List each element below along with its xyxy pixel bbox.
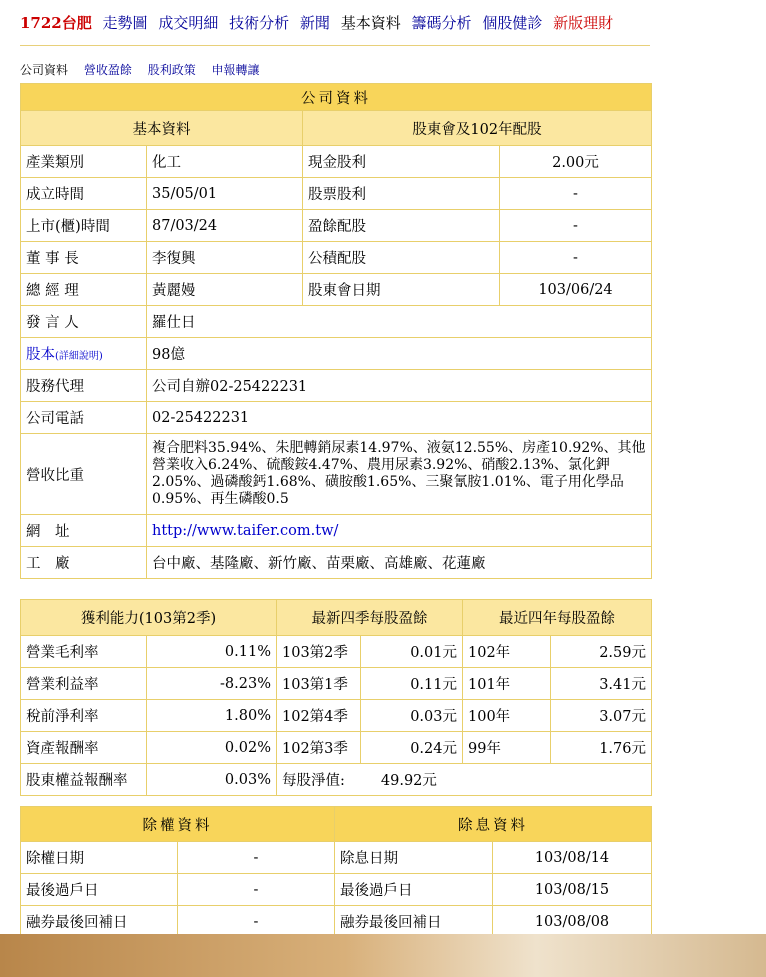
table-row: [21, 515, 652, 547]
website-link[interactable]: http://www.taifer.com.tw/: [152, 522, 339, 539]
row-value: 化工: [147, 146, 303, 178]
row-value: 李復興: [147, 242, 303, 274]
table-row: [21, 732, 652, 764]
year-label: 100年: [463, 700, 551, 732]
year-eps: 2.59元: [551, 636, 652, 668]
phone-value: 02-25422231: [147, 402, 652, 434]
year-label: 102年: [463, 636, 551, 668]
year-eps: 3.41元: [551, 668, 652, 700]
capital-value: 98億: [147, 338, 652, 370]
row-value: 87/03/24: [147, 210, 303, 242]
factory-label: 工 廠: [21, 547, 147, 579]
table-row: [21, 434, 652, 515]
row-value: -: [500, 178, 652, 210]
phone-label: 公司電話: [21, 402, 147, 434]
ex-rights-table: [20, 806, 652, 938]
row-label: 產業類別: [21, 146, 147, 178]
row-label: 盈餘配股: [303, 210, 500, 242]
spokesman-value: 羅仕日: [147, 306, 652, 338]
taskbar-background: [0, 934, 766, 977]
row-value: 2.00元: [500, 146, 652, 178]
metric-value: 1.80%: [147, 700, 277, 732]
metric-value: 0.11%: [147, 636, 277, 668]
table-row: [21, 146, 652, 178]
row-label: 公積配股: [303, 242, 500, 274]
agent-value: 公司自辦02-25422231: [147, 370, 652, 402]
net-value: 49.92元: [380, 773, 437, 789]
row-label: 上市(櫃)時間: [21, 210, 147, 242]
table-row: [21, 210, 652, 242]
year-eps: 1.76元: [551, 732, 652, 764]
ex-dividend-header: 除息資料: [335, 807, 652, 842]
stock-title[interactable]: 1722台肥: [20, 14, 92, 32]
row-label: 董 事 長: [21, 242, 147, 274]
subnav-company-info[interactable]: 公司資料: [20, 63, 69, 77]
metric-label: 稅前淨利率: [21, 700, 147, 732]
row-value: -: [500, 210, 652, 242]
table-row: [21, 842, 652, 874]
metric-label: 營業毛利率: [21, 636, 147, 668]
nav-technical-link[interactable]: 技術分析: [229, 14, 290, 32]
net-value-cell: [277, 764, 652, 796]
row-label: 除息日期: [335, 842, 493, 874]
table-row: [21, 700, 652, 732]
quarter-label: 103第2季: [277, 636, 361, 668]
revenue-label: 營收比重: [21, 434, 147, 515]
table-row: [21, 668, 652, 700]
row-label: 最後過戶日: [21, 874, 178, 906]
subnav-revenue[interactable]: 營收盈餘: [83, 63, 132, 77]
nav-new-finance-link[interactable]: 新版理財: [553, 14, 614, 32]
row-label: 融券最後回補日: [21, 906, 178, 938]
sub-navigation: [20, 61, 272, 78]
table-row: [21, 242, 652, 274]
divider: [20, 45, 650, 46]
company-info-table: [20, 83, 652, 579]
year-label: 99年: [463, 732, 551, 764]
table-row: [21, 906, 652, 938]
row-label: 總 經 理: [21, 274, 147, 306]
capital-detail-link[interactable]: (詳細說明): [55, 351, 103, 362]
website-label: 網 址: [21, 515, 147, 547]
agent-label: 股務代理: [21, 370, 147, 402]
top-navigation: [20, 12, 619, 33]
company-info-title: 公司資料: [21, 84, 652, 111]
row-value: -: [178, 874, 335, 906]
row-label: 現金股利: [303, 146, 500, 178]
subnav-dividend[interactable]: 股利政策: [147, 63, 196, 77]
quarter-eps: 0.03元: [361, 700, 463, 732]
table-row: [21, 636, 652, 668]
row-value: 103/08/15: [493, 874, 652, 906]
factory-value: 台中廠、基隆廠、新竹廠、苗栗廠、高雄廠、花蓮廠: [147, 547, 652, 579]
table-row: [21, 274, 652, 306]
annual-eps-header: 最近四年每股盈餘: [463, 600, 652, 636]
net-value-label: 每股淨值:: [282, 773, 345, 789]
row-value: 35/05/01: [147, 178, 303, 210]
quarter-eps: 0.24元: [361, 732, 463, 764]
row-value: 103/08/08: [493, 906, 652, 938]
year-label: 101年: [463, 668, 551, 700]
quarter-label: 102第4季: [277, 700, 361, 732]
row-label: 股票股利: [303, 178, 500, 210]
row-value: -: [500, 242, 652, 274]
quarter-eps: 0.01元: [361, 636, 463, 668]
basic-info-header: 基本資料: [21, 111, 303, 146]
metric-label: 資產報酬率: [21, 732, 147, 764]
revenue-value: 複合肥料35.94%、朱肥轉銷尿素14.97%、液氨12.55%、房產10.92%、其他營業收入6.24%、硫酸銨4.47%、農用尿素3.92%、硝酸2.13%、氯化鉀2.05%、過磷酸鈣1.68%、磺胺酸1.65%、三聚氰胺1.01%、電子用化學品0.95%、再生磷酸0.5: [147, 434, 652, 515]
nav-health-link[interactable]: 個股健診: [482, 14, 543, 32]
row-label: 融券最後回補日: [335, 906, 493, 938]
nav-trades-link[interactable]: 成交明細: [158, 14, 219, 32]
capital-link[interactable]: 股本: [26, 347, 55, 363]
capital-label: [21, 338, 147, 370]
quarter-eps: 0.11元: [361, 668, 463, 700]
row-label: 成立時間: [21, 178, 147, 210]
row-value: 103/06/24: [500, 274, 652, 306]
spokesman-label: 發 言 人: [21, 306, 147, 338]
row-value: 黃麗嫚: [147, 274, 303, 306]
roe-value: 0.03%: [147, 764, 277, 796]
row-label: 最後過戶日: [335, 874, 493, 906]
table-row: [21, 547, 652, 579]
dividend-header: 股東會及102年配股: [303, 111, 652, 146]
metric-value: 0.02%: [147, 732, 277, 764]
table-row: [21, 306, 652, 338]
table-row: [21, 178, 652, 210]
roe-label: 股東權益報酬率: [21, 764, 147, 796]
profitability-table: [20, 599, 652, 796]
quarter-label: 102第3季: [277, 732, 361, 764]
nav-news-link[interactable]: 新聞: [299, 14, 330, 32]
table-row: [21, 874, 652, 906]
nav-basic-info-current[interactable]: 基本資料: [340, 14, 401, 32]
row-value: -: [178, 842, 335, 874]
nav-chart-link[interactable]: 走勢圖: [102, 14, 148, 32]
table-row: [21, 402, 652, 434]
row-label: 除權日期: [21, 842, 178, 874]
table-row: [21, 764, 652, 796]
table-row: [21, 338, 652, 370]
year-eps: 3.07元: [551, 700, 652, 732]
quarter-label: 103第1季: [277, 668, 361, 700]
ex-rights-header: 除權資料: [21, 807, 335, 842]
subnav-transfer[interactable]: 申報轉讓: [211, 63, 260, 77]
row-value: 103/08/14: [493, 842, 652, 874]
quarterly-eps-header: 最新四季每股盈餘: [277, 600, 463, 636]
metric-label: 營業利益率: [21, 668, 147, 700]
row-value: -: [178, 906, 335, 938]
nav-chips-link[interactable]: 籌碼分析: [411, 14, 472, 32]
profitability-header: 獲利能力(103第2季): [21, 600, 277, 636]
metric-value: -8.23%: [147, 668, 277, 700]
row-label: 股東會日期: [303, 274, 500, 306]
table-row: [21, 370, 652, 402]
